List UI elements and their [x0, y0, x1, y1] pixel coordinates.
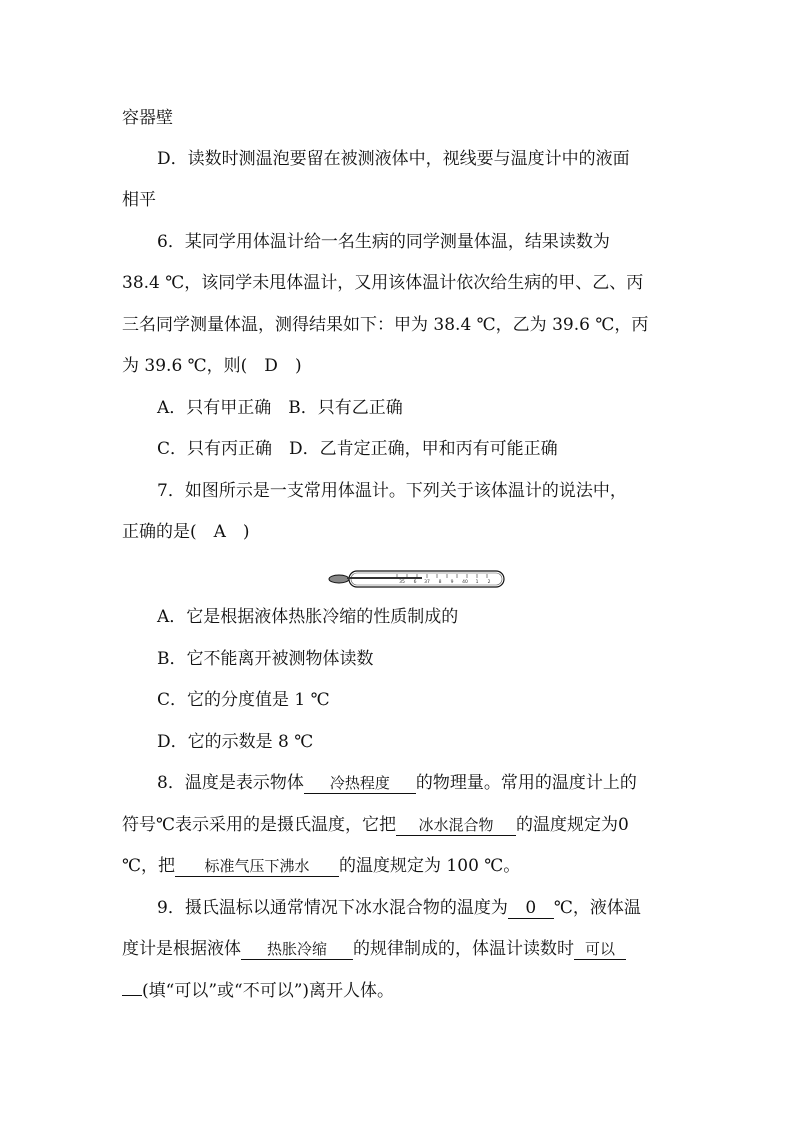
text-line: 相平: [122, 190, 156, 210]
answer-blank-tail: [122, 995, 142, 996]
tick-label: 37: [424, 580, 430, 585]
text: 符号℃表示采用的是摄氏温度，它把: [122, 815, 397, 835]
tick-label: 40: [462, 580, 468, 585]
text-line: [122, 981, 394, 1001]
text-line: [122, 815, 629, 836]
question-7: 7．如图所示是一支常用体温计。下列关于该体温计的说法中，: [157, 481, 627, 501]
text: 8．温度是表示物体: [157, 773, 304, 793]
tick-label: 2: [487, 580, 491, 585]
text: ℃，液体温: [553, 898, 641, 918]
text-line: [122, 939, 626, 960]
option-c: C．它的分度值是 1 ℃: [157, 690, 330, 710]
option-d: D．它的示数是 8 ℃: [157, 732, 314, 752]
text: 的温度规定为0: [516, 815, 629, 835]
answer-blank: 热胀冷缩: [241, 939, 353, 960]
options-ab: A．只有甲正确 B．只有乙正确: [157, 398, 403, 418]
answer-line: 正确的是( A ): [122, 522, 250, 542]
text: 的规律制成的，体温计读数时: [353, 939, 574, 959]
option-d: D．读数时测温泡要留在被测液体中，视线要与温度计中的液面: [157, 149, 630, 169]
text: ℃，把: [122, 856, 176, 876]
question-6: 6．某同学用体温计给一名生病的同学测量体温，结果读数为: [157, 232, 610, 252]
question-9: [157, 898, 641, 919]
tick-label: 8: [438, 580, 442, 585]
answer-blank: 可以: [574, 939, 626, 960]
text-line: 容器壁: [122, 108, 173, 128]
answer-blank: 0: [508, 898, 554, 919]
option-a: A．它是根据液体热胀冷缩的性质制成的: [157, 607, 459, 627]
text-line: [122, 856, 520, 877]
answer-blank: 冰水混合物: [396, 815, 516, 836]
options-cd: C．只有丙正确 D．乙肯定正确，甲和丙有可能正确: [157, 439, 558, 459]
tick-label: 9: [450, 580, 454, 585]
question-8: [157, 773, 637, 794]
answer-blank: 标准气压下沸水: [175, 856, 339, 877]
text-line: 38.4 ℃，该同学未甩体温计，又用该体温计依次给生病的甲、乙、丙: [122, 273, 644, 293]
text-line: 三名同学测量体温，测得结果如下：甲为 38.4 ℃，乙为 39.6 ℃，丙: [122, 315, 649, 335]
answer-blank: 冷热程度: [304, 773, 416, 794]
option-b: B．它不能离开被测物体读数: [157, 649, 374, 669]
text: 9．摄氏温标以通常情况下冰水混合物的温度为: [157, 898, 508, 918]
text: 的温度规定为 100 ℃。: [339, 856, 521, 876]
tick-label: 35: [399, 580, 405, 585]
tick-label: 1: [475, 580, 479, 585]
tick-label: 6: [413, 580, 417, 585]
text: (填“可以”或“不可以”)离开人体。: [142, 981, 395, 1001]
thermometer-figure: [327, 568, 507, 590]
answer-line: 为 39.6 ℃，则( D ): [122, 356, 302, 376]
text: 度计是根据液体: [122, 939, 241, 959]
text: 的物理量。常用的温度计上的: [415, 773, 637, 793]
